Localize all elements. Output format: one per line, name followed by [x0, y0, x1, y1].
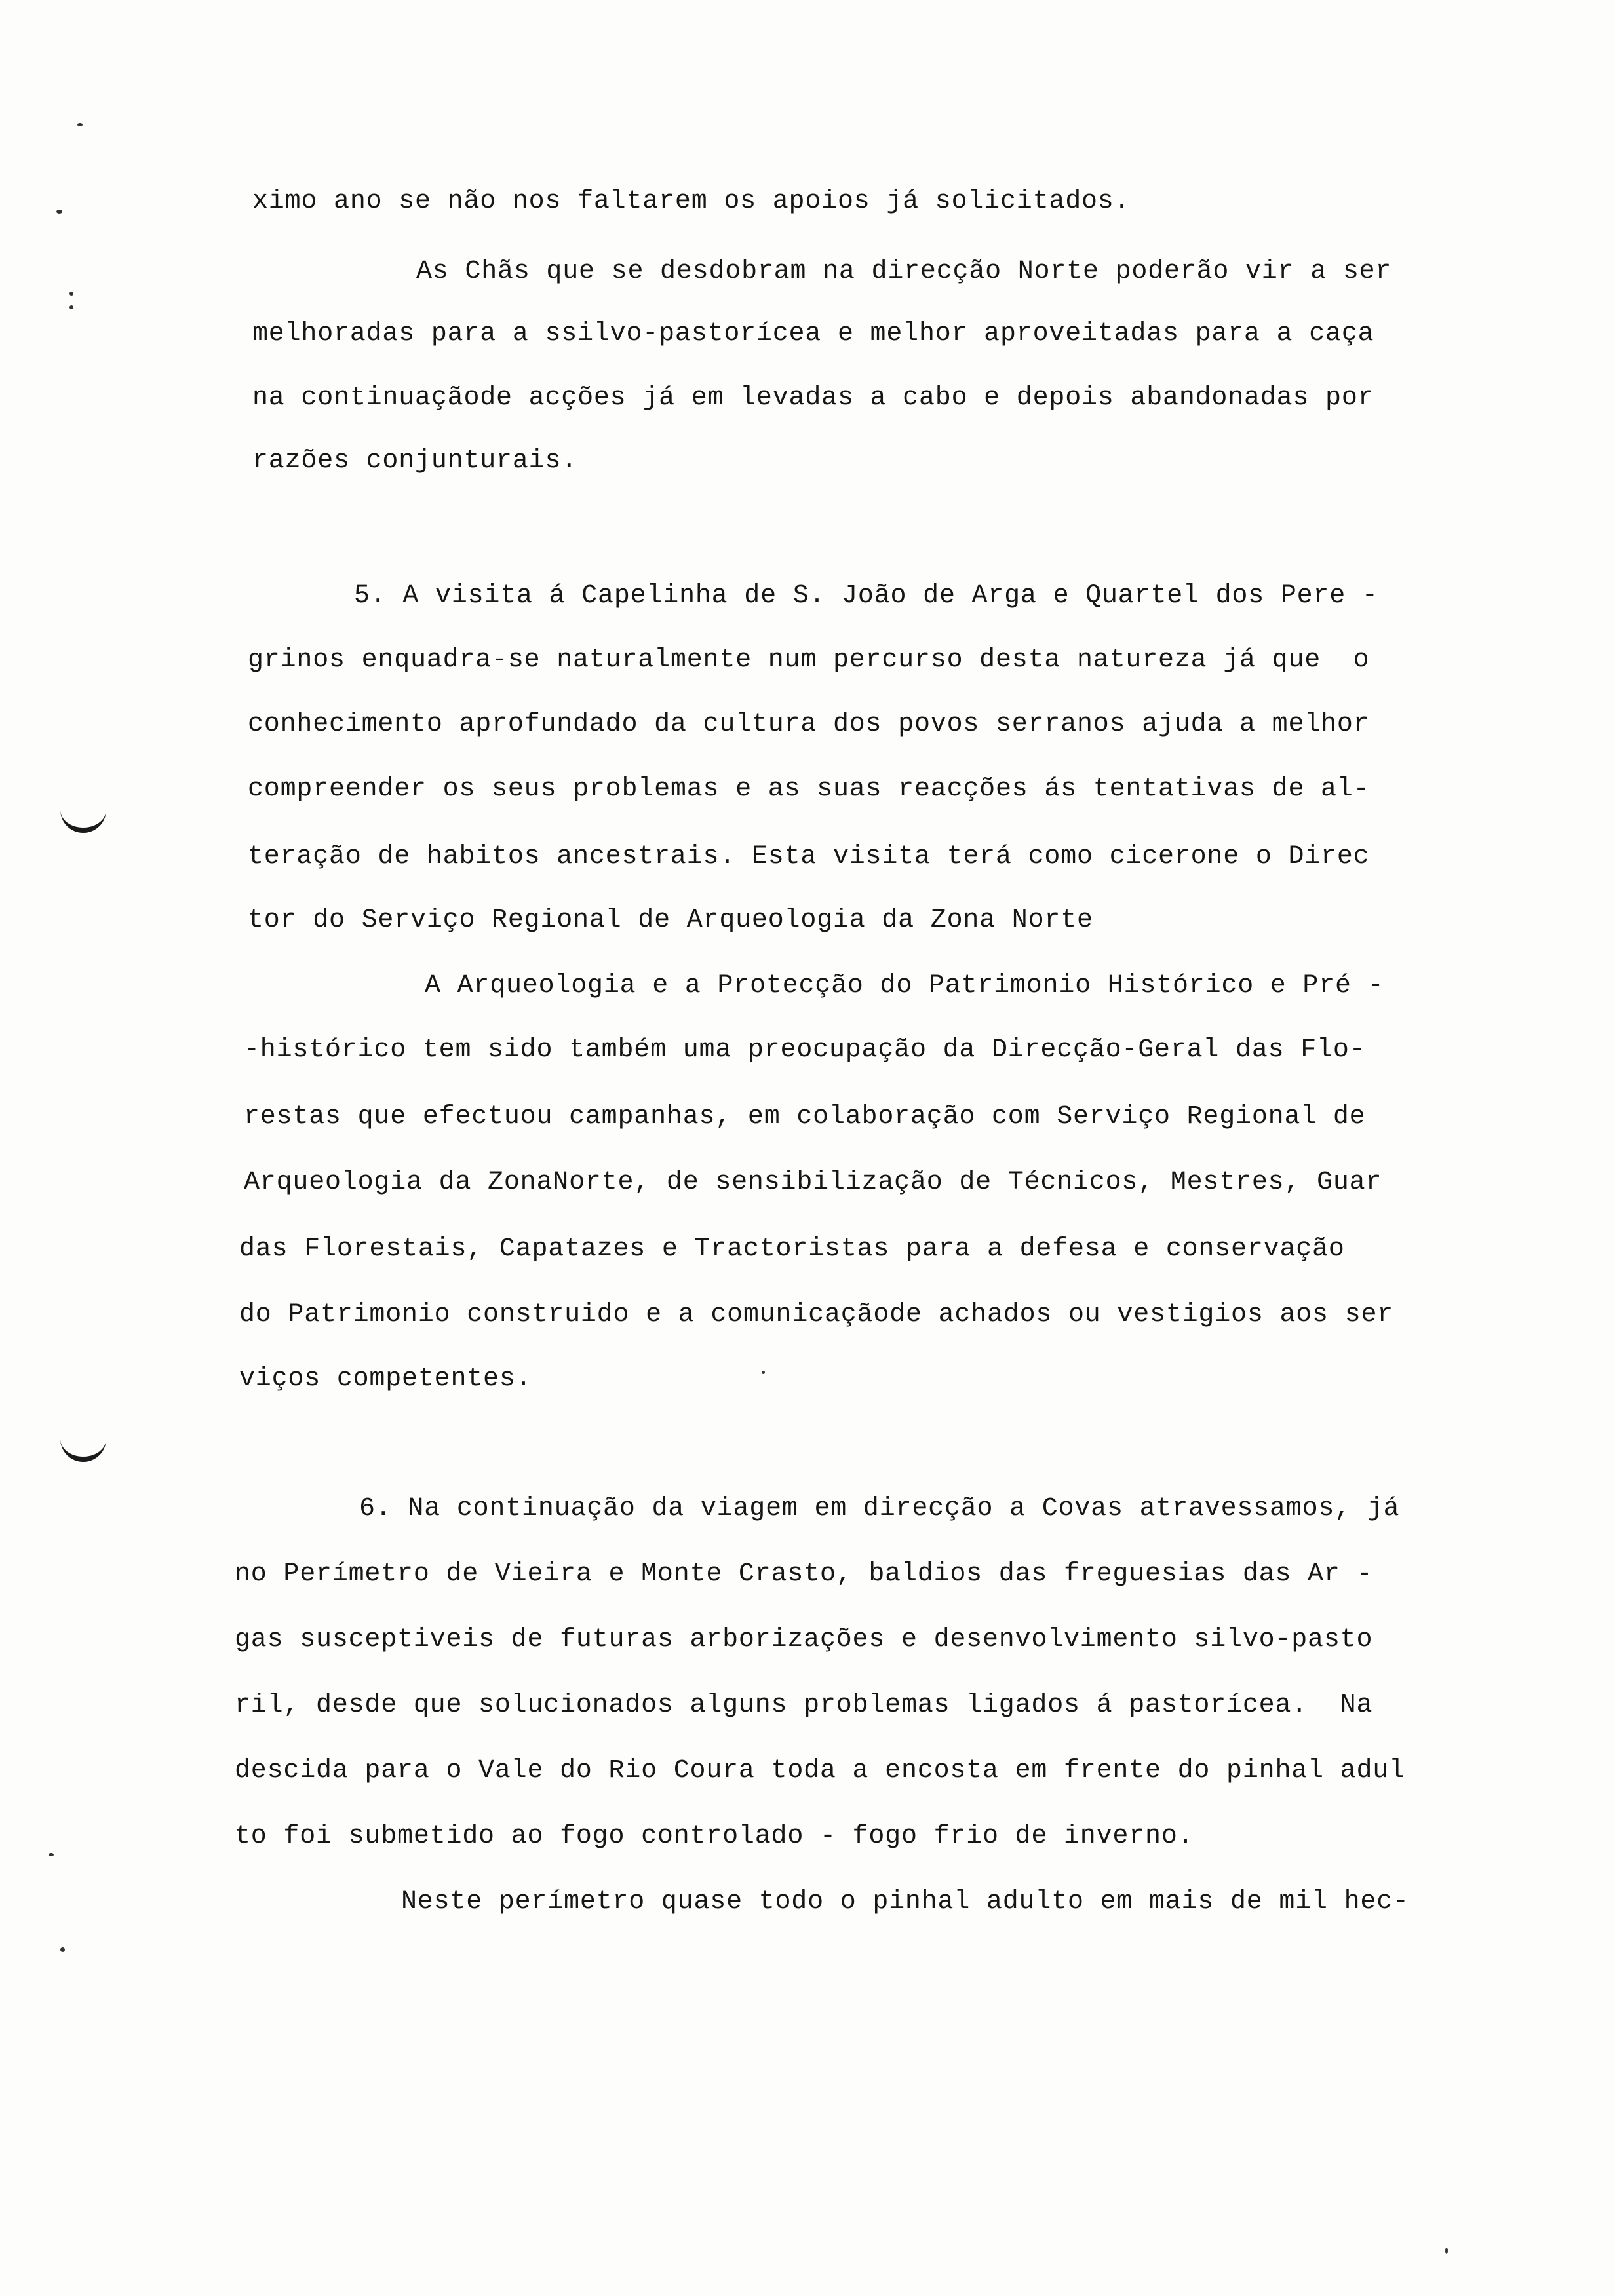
text-line: Arqueologia da ZonaNorte, de sensibilização de Técnicos, Mestres, Guar: [244, 1168, 1382, 1197]
text-line: no Perímetro de Vieira e Monte Crasto, baldios das freguesias das Ar -: [235, 1559, 1373, 1589]
text-line: das Florestais, Capatazes e Tractoristas para a defesa e conservação: [239, 1234, 1345, 1264]
text-line: compreender os seus problemas e as suas reacções ás tentativas de al-: [248, 775, 1370, 804]
text-line: to foi submetido ao fogo controlado - fogo frio de inverno.: [235, 1822, 1194, 1851]
text-line: -histórico tem sido também uma preocupação da Direcção-Geral das Flo-: [244, 1035, 1366, 1065]
margin-speck: [69, 292, 73, 296]
punch-hole-mark: [60, 1432, 106, 1462]
margin-speck: [60, 1947, 65, 1952]
text-line: do Patrimonio construido e a comunicaçãode achados ou vestigios aos ser: [239, 1300, 1394, 1330]
text-line: gas susceptiveis de futuras arborizações e desenvolvimento silvo-pasto: [235, 1625, 1373, 1655]
text-line: ril, desde que solucionados alguns problemas ligados á pastorícea. Na: [235, 1691, 1373, 1720]
text-line: A Arqueologia e a Protecção do Patrimonio Histórico e Pré -: [425, 971, 1384, 1001]
text-line: razões conjunturais.: [252, 446, 578, 476]
text-line: ximo ano se não nos faltarem os apoios já solicitados.: [252, 187, 1131, 216]
margin-speck: [77, 123, 83, 126]
margin-speck: [1445, 2248, 1448, 2254]
text-line: conhecimento aprofundado da cultura dos povos serranos ajuda a melhor: [248, 710, 1370, 739]
text-line: descida para o Vale do Rio Coura toda a encosta em frente do pinhal adul: [235, 1756, 1405, 1786]
text-line: teração de habitos ancestrais. Esta visita terá como cicerone o Direc: [248, 842, 1370, 871]
margin-speck: [49, 1853, 54, 1856]
text-line: melhoradas para a ssilvo-pastorícea e melhor aproveitadas para a caça: [252, 319, 1374, 349]
text-line: grinos enquadra-se naturalmente num percurso desta natureza já que o: [248, 645, 1370, 675]
text-line: na continuaçãode acções já em levadas a cabo e depois abandonadas por: [252, 383, 1374, 413]
margin-speck: [762, 1371, 765, 1374]
margin-speck: [56, 210, 62, 214]
text-line: As Chãs que se desdobram na direcção Norte poderão vir a ser: [416, 257, 1392, 286]
margin-speck: [69, 305, 73, 309]
text-line: viços competentes.: [239, 1364, 532, 1394]
text-line: 6. Na continuação da viagem em direcção a Covas atravessamos, já: [359, 1494, 1400, 1523]
punch-hole-mark: [60, 803, 106, 833]
text-line: Neste perímetro quase todo o pinhal adulto em mais de mil hec-: [401, 1887, 1409, 1917]
text-line: restas que efectuou campanhas, em colaboração com Serviço Regional de: [244, 1102, 1366, 1132]
text-line: tor do Serviço Regional de Arqueologia da Zona Norte: [248, 906, 1093, 935]
text-line: 5. A visita á Capelinha de S. João de Arga e Quartel dos Pere -: [354, 581, 1378, 611]
